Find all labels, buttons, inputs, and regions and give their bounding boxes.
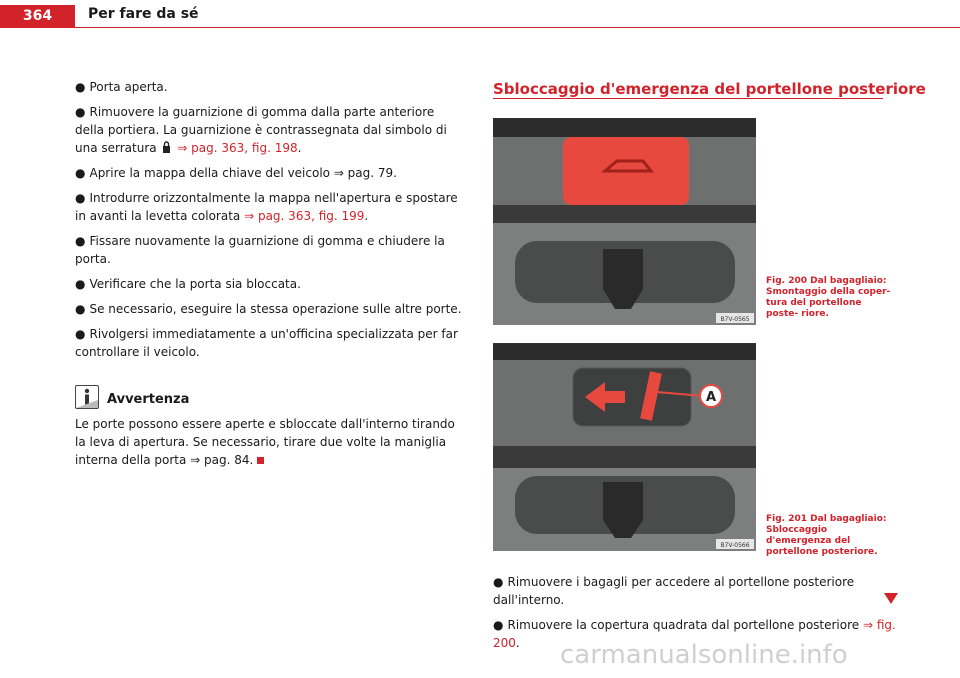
warning-title: Avvertenza <box>107 392 190 407</box>
callout-label: A <box>705 390 717 405</box>
section-divider <box>493 98 883 99</box>
cross-reference-link[interactable]: ⇒ fig. 200 <box>493 618 896 650</box>
list-item: ● Fissare nuovamente la guarnizione di gomma e chiudere la porta. <box>75 234 445 266</box>
warning-text: Le porte possono essere aperte e sbloccate dall'interno tirando la leva di apertura. Se necessario, tirare due volte la maniglia interna della porta ⇒ pag. 84. <box>75 417 455 467</box>
continue-arrow-icon <box>884 593 898 604</box>
figure-201-photo <box>493 343 756 551</box>
figure-201-caption: Fig. 201 Dal bagagliaio: Sbloccaggio d'emergenza del portellone posteriore. <box>766 514 887 557</box>
list-item: ● Rimuovere i bagagli per accedere al portellone posteriore dall'interno. <box>493 575 855 607</box>
figure-200-caption: Fig. 200 Dal bagagliaio: Smontaggio della coper- tura del portellone poste- riore. <box>766 276 891 319</box>
left-column <box>75 78 465 469</box>
list-item: ● Rimuovere la guarnizione di gomma dalla parte anteriore della portiera. La guarnizione è contrassegnata dal simbolo di una serratura ⇒ pag. 363, fig. 198. <box>75 105 447 155</box>
list-item: ● Rimuovere la copertura quadrata dal portellone posteriore ⇒ fig. 200. <box>493 618 896 650</box>
list-item: ● Rivolgersi immediatamente a un'officina specializzata per far controllare il veicolo. <box>75 327 458 359</box>
page-number: 364 <box>0 5 75 28</box>
list-item: ● Porta aperta. <box>75 80 168 94</box>
section-title: Sbloccaggio d'emergenza del portellone posteriore <box>493 80 926 98</box>
warning-box <box>75 385 465 469</box>
list-item: ● Se necessario, eseguire la stessa operazione sulle altre porte. <box>75 302 462 316</box>
page-header <box>0 0 960 28</box>
list-item: ● Introdurre orizzontalmente la mappa nell'apertura e spostare in avanti la levetta colorata ⇒ pag. 363, fig. 199. <box>75 191 458 223</box>
list-item: ● Verificare che la porta sia bloccata. <box>75 277 301 291</box>
lock-icon <box>162 141 171 153</box>
end-marker <box>257 457 264 464</box>
figure-200-photo <box>493 118 756 325</box>
figure-code: B7V-0565 <box>720 316 750 323</box>
header-divider <box>0 27 960 28</box>
watermark: carmanualsonline.info <box>560 640 848 670</box>
figure-code: B7V-0566 <box>720 542 750 549</box>
cross-reference-link[interactable]: ⇒ pag. 363, fig. 199 <box>244 209 365 223</box>
chapter-title: Per fare da sé <box>88 6 199 22</box>
cross-reference-link[interactable]: ⇒ pag. 363, fig. 198 <box>177 141 298 155</box>
info-notice-icon <box>75 385 99 409</box>
list-item: ● Aprire la mappa della chiave del veicolo ⇒ pag. 79. <box>75 166 397 180</box>
